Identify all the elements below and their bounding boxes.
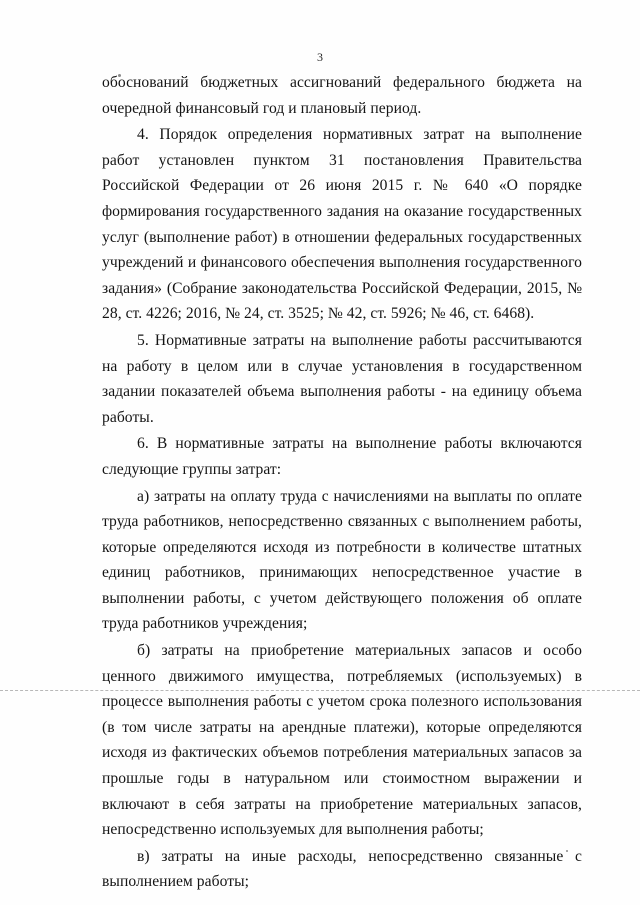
paragraph-item-5: 5. Нормативные затраты на выполнение работы рассчитываются на работу в целом или в случае установления в государственном задании показателей объема выполнения работы - на единицу объема работы.	[102, 331, 582, 426]
paragraph-item-6: 6. В нормативные затраты на выполнение работы включаются следующие группы затрат:	[102, 435, 582, 478]
paragraph-item-6a: а) затраты на оплату труда с начислениями на выплаты по оплате труда работников, непосредственно связанных с выполнением работы, которые определяются исходя из потребности в количестве штатных единиц работников, принимающих непосредственное участие в выполнении работы, с учетом действующего положения об оплате труда работников учреждения;	[102, 487, 582, 633]
document-body	[102, 70, 582, 895]
paragraph-item-6v: в) затраты на иные расходы, непосредственно связанные с выполнением работы;	[102, 847, 582, 891]
paragraph-item-4: 4. Порядок определения нормативных затрат на выполнение работ установлен пунктом 31 постановления Правительства Российской Федерации от 26 июня 2015 г. № 640 «О порядке формирования государственного задания на оказание государственных услуг (выполнение работ) в отношении федеральных государственных учреждений и финансового обеспечения выполнения государственного задания» (Собрание законодательства Российской Федерации, 2015, № 28, ст. 4226; 2016, № 24, ст. 3525; № 42, ст. 5926; № 46, ст. 6468).	[102, 126, 582, 323]
page-number: 3	[317, 50, 323, 64]
paragraph-continuation: обоснований бюджетных ассигнований федерального бюджета на очередной финансовый год и плановый период.	[102, 74, 582, 117]
paragraph-item-6b: б) затраты на приобретение материальных запасов и особо ценного движимого имущества, потребляемых (используемых) в процессе выполнения работы с учетом срока полезного использования (в том числе затраты на арендные платежи), которые определяются исходя из фактических объемов потребления материальных запасов за прошлые годы в натуральном или стоимостном выражении и включают в себя затраты на приобретение материальных запасов, непосредственно используемых для выполнения работы;	[102, 642, 582, 839]
